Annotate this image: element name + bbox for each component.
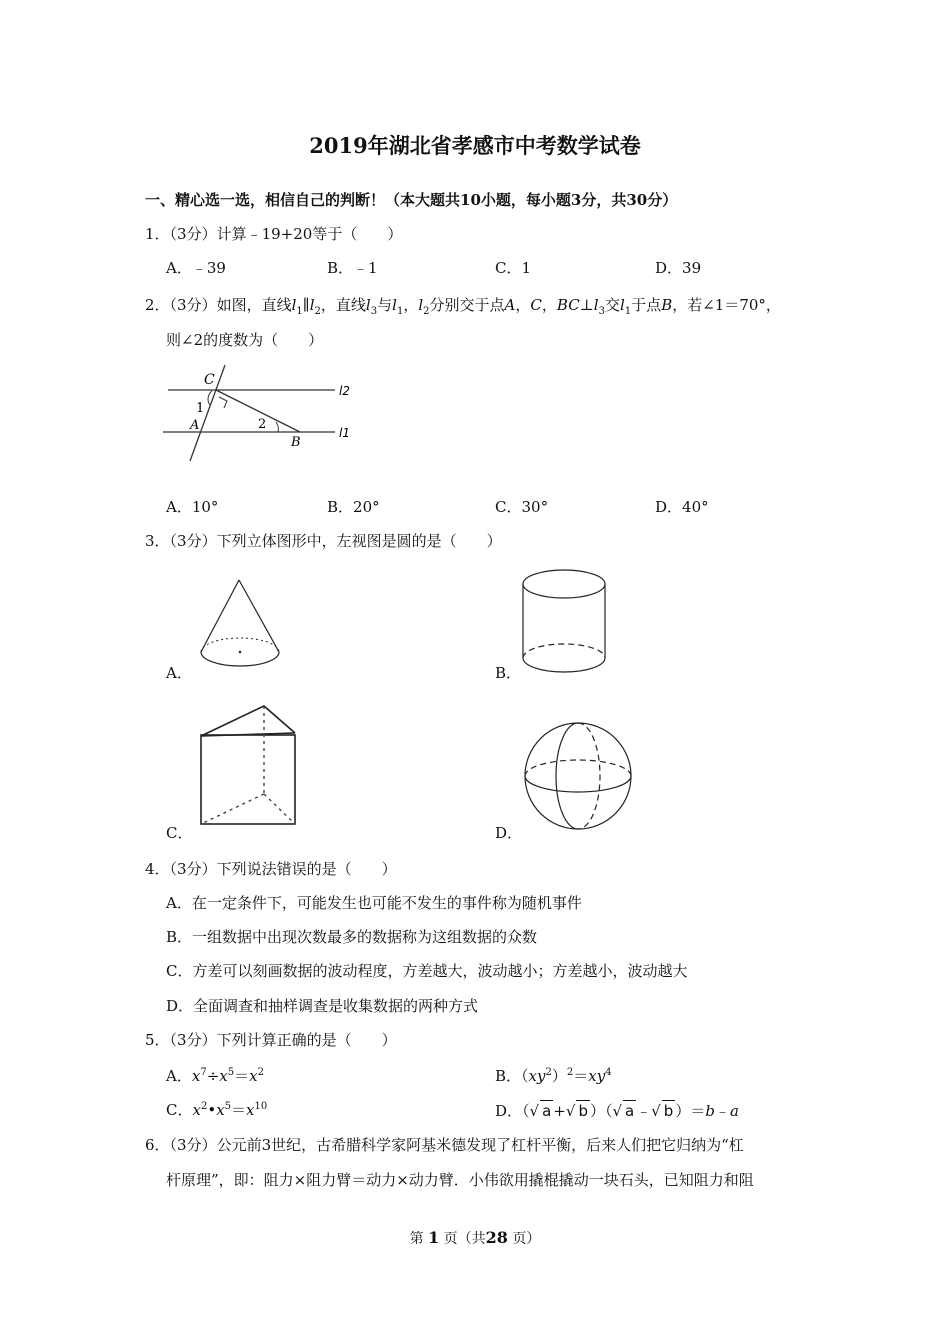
cylinder-figure <box>520 566 615 681</box>
q1-stem: 1．（3分）计算﹣19+20等于（ ） <box>145 225 403 243</box>
q4-option-c: C．方差可以刻画数据的波动程度，方差越大，波动越小；方差越小，波动越大 <box>166 962 688 980</box>
q3-option-c: C． <box>166 824 193 842</box>
q2-label-2: 2 <box>258 417 267 432</box>
q5-option-d: D．（√ a +√ b ）（√ a ﹣√ b ）＝b﹣a <box>495 1102 739 1120</box>
q1-option-b: B．﹣1 <box>327 259 378 277</box>
q2-stem-line2: 则∠2的度数为（ ） <box>166 331 324 349</box>
q2-label-1: 1 <box>196 401 205 416</box>
q2-label-l1: l1 <box>339 426 350 440</box>
page-number: 1 <box>428 1228 440 1247</box>
q2-stem: 2．（3分）如图，直线$l_1\parallel l_2$，直线$l_3$与$l_1$，$l_2$分别交于点A，C，$BC\perp l_3$交$l_1$于点B，若∠1＝70°， <box>145 296 781 317</box>
q5-option-a: A．$x^7\div x^5=x^2$ <box>166 1067 264 1085</box>
q2-label-b: B <box>291 435 301 450</box>
q1-option-a: A．﹣39 <box>166 259 226 277</box>
q3-option-a: A． <box>166 664 192 682</box>
q6-line1: 6．（3分）公元前3世纪，古希腊科学家阿基米德发现了杠杆平衡，后来人们把它归纳为“杠 <box>145 1136 744 1154</box>
q2-option-b: B．20° <box>327 498 380 516</box>
q3-option-d: D． <box>495 824 523 842</box>
sphere-figure <box>523 718 635 834</box>
q5-option-b: B．$(xy^2)^2=xy^4$ <box>495 1067 612 1085</box>
cone-figure <box>195 578 290 673</box>
q5-stem: 5．（3分）下列计算正确的是（ ） <box>145 1031 397 1049</box>
q3-stem: 3．（3分）下列立体图形中，左视图是圆的是（ ） <box>145 532 502 550</box>
q4-option-a: A．在一定条件下，可能发生也可能不发生的事件称为随机事件 <box>166 894 582 912</box>
q2-option-c: C．30° <box>495 498 549 516</box>
q5-option-c: C．$x^2•x^5=x^{10}$ <box>166 1101 268 1119</box>
q2-label-l2: l2 <box>339 384 350 398</box>
q2-figure <box>160 365 360 465</box>
q4-option-d: D．全面调查和抽样调查是收集数据的两种方式 <box>166 997 479 1015</box>
q2-label-c: C <box>204 372 215 388</box>
prism-figure <box>198 703 300 828</box>
q4-option-b: B．一组数据中出现次数最多的数据称为这组数据的众数 <box>166 928 538 946</box>
q2-option-d: D．40° <box>655 498 709 516</box>
q3-option-b: B． <box>495 664 522 682</box>
section-heading: 一、精心选一选，相信自己的判断！（本大题共10小题，每小题3分，共30分） <box>145 191 678 209</box>
q2-option-a: A．10° <box>166 498 219 516</box>
q2-label-a: A <box>190 418 200 433</box>
q4-stem: 4．（3分）下列说法错误的是（ ） <box>145 860 397 878</box>
page-total: 28 <box>485 1228 508 1247</box>
page-title: 2019年湖北省孝感市中考数学试卷 <box>309 133 641 158</box>
q6-line2: 杆原理”，即：阻力×阻力臂＝动力×动力臂．小伟欲用撬棍撬动一块石头，已知阻力和阻 <box>166 1171 754 1189</box>
page-footer: 第 1 页（共28 页） <box>409 1228 541 1247</box>
q1-option-d: D．39 <box>655 259 702 277</box>
q1-option-c: C．1 <box>495 259 532 277</box>
